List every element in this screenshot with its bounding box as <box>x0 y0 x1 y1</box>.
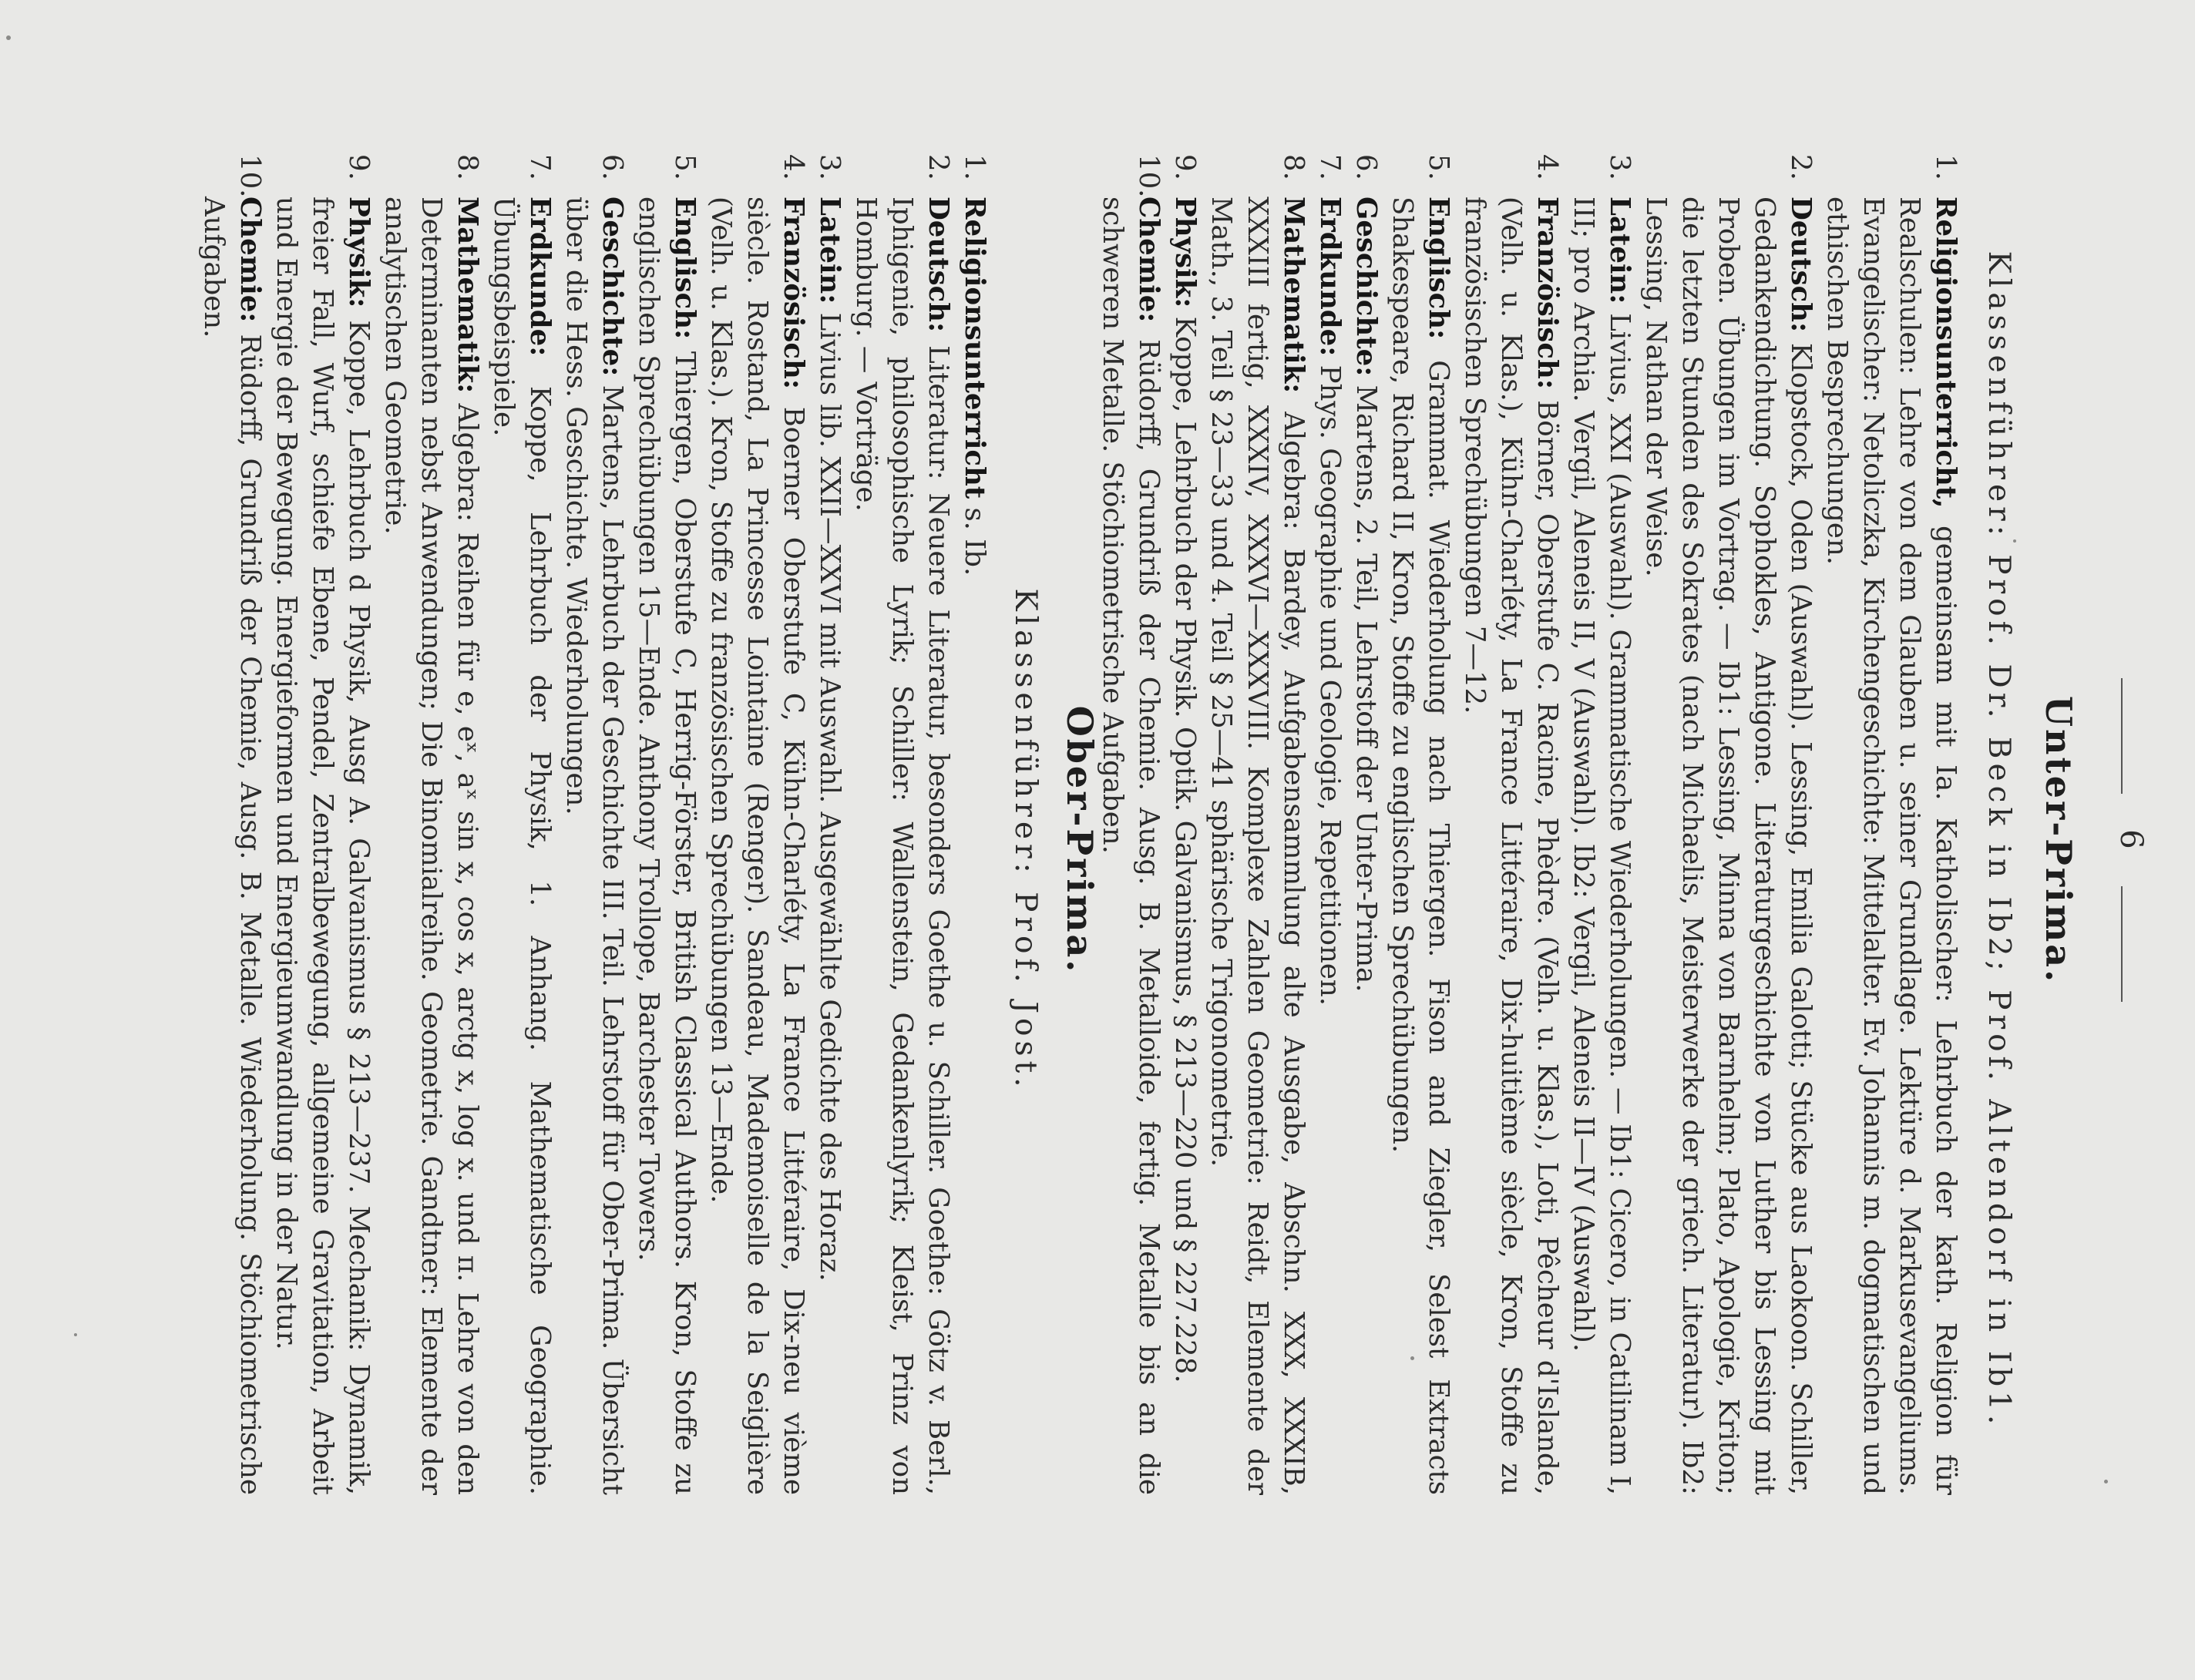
list-item <box>1203 154 1312 1495</box>
subject-name: Mathematik: <box>452 197 483 394</box>
subject-name: Geschichte: <box>597 197 628 377</box>
subject-content: Algebra: Bardey, Aufgabensammlung alte Ausgabe, Abschn. XXX, XXXIB, XXXIII fertig, XXXIV, XXXVI—XXXVIII. Komplexe Zahlen Geometrie: Reidt, Elemente der Math., 3. Teil § 23—33 und 4. Teil § 25—41 sphärische Trigonometrie. <box>1205 197 1309 1495</box>
list-item <box>1638 154 1819 1495</box>
list-item <box>1565 154 1638 1495</box>
subject-name: Physik: <box>1169 197 1201 308</box>
list-item <box>1167 154 1203 1495</box>
item-number: 1. <box>959 154 990 180</box>
subject-list-unter-prima <box>1094 154 1964 1495</box>
subject-name: Religionsunterricht, <box>1930 197 1961 509</box>
subject-name: Chemie: <box>234 197 266 323</box>
item-number: 3. <box>1604 154 1635 180</box>
list-item <box>703 154 812 1495</box>
item-number: 4. <box>778 154 809 180</box>
list-item <box>486 154 558 1495</box>
list-item <box>812 154 848 1495</box>
list-item <box>1312 154 1348 1495</box>
subject-name: Physik: <box>343 197 375 308</box>
subject-content: Koppe, Lehrbuch der Physik. Optik. Galvanismus, § 213—220 und § 227.228. <box>1169 307 1201 1383</box>
subject-content: Börner, Oberstufe C. Racine, Phèdre. (Velh. u. Klas.), Loti, Pêcheur d'Islande, (Velh. u. Klas.), Kühn-Charléty, La France Littéraire, Dix-huitième siècle, Kron, Stoffe zu französischen Sprechübungen 7—12. <box>1459 197 1563 1495</box>
item-number: 8. <box>452 154 483 180</box>
list-item <box>1384 154 1457 1495</box>
subject-content: Martens, 2. Teil, Lehrstoff der Unter-Prima. <box>1350 376 1382 993</box>
subject-content: Klopstock, Oden (Auswahl). Lessing, Emilia Galotti; Stücke aus Laokoon. Schiller, Gedankendichtung. Sophokles, Antigone. Literaturgeschichte von Luther bis Lessing mit Proben. Übungen im Vortrag. — Ib1: Lessing, Minna von Barnhelm; Plato, Apologie, Kriton; die letzten Stunden des Sokrates (nach Michaelis, Meisterwerke der griech. Literatur). Ib2: Lessing, Nathan der Weise. <box>1640 197 1817 1495</box>
subject-name: Erdkunde: <box>524 197 556 357</box>
subject-name: Latein: <box>1604 197 1635 304</box>
list-item <box>377 154 486 1495</box>
subject-content: Koppe, Lehrbuch d Physik, Ausg A. Galvanismus § 213—237. Mechanik: Dynamik, freier Fall, Wurf, schiefe Ebene, Pendel, Zentralbewegung, allgemeine Gravitation, Arbeit und Energie der Bewegung. Energieformen und Energieumwandlung in der Natur. <box>271 197 375 1495</box>
subject-content: s. Ib. <box>959 499 990 576</box>
section-heading-ober-prima: Ober-Prima. <box>1059 705 1101 975</box>
item-number: 7. <box>1314 154 1346 180</box>
item-number: 6. <box>1350 154 1382 180</box>
list-item <box>196 154 268 1495</box>
subject-list-ober-prima <box>196 154 993 1495</box>
subject-name: Englisch: <box>1423 197 1454 340</box>
subject-name: Erdkunde: <box>1314 197 1346 357</box>
subject-content: Koppe, Lehrbuch der Physik, 1. Anhang. Mathematische Geographie. Übungsbeispiele. <box>488 197 556 1495</box>
subject-name: Deutsch: <box>923 197 954 333</box>
subject-name: Geschichte: <box>1350 197 1382 377</box>
item-number: 6. <box>597 154 628 180</box>
page-number: 6 <box>2113 829 2149 851</box>
item-number: 10. <box>1133 154 1165 198</box>
subject-content: Martens, Lehrbuch der Geschichte III. Teil. Lehrstoff für Ober-Prima. Übersicht über die Hess. Geschichte. Wiederholungen. <box>560 197 628 1495</box>
item-number: 2. <box>1785 154 1817 180</box>
item-number: 4. <box>1531 154 1563 180</box>
item-number: 9. <box>1169 154 1201 180</box>
subject-content: Thiergen, Oberstufe C, Herrig-Förster, British Classical Authors. Kron, Stoffe zu englischen Sprechübungen 15—Ende. Anthony Trollope, Barchester Towers. <box>633 197 701 1495</box>
subject-name: Deutsch: <box>1785 197 1817 333</box>
list-item <box>1348 154 1384 1495</box>
item-number: 5. <box>1423 154 1454 180</box>
subject-content: Grammat. Wiederholung nach Thiergen. Fison and Ziegler, Selest Extracts Shakespeare, Richard II, Kron, Stoffe zu englischen Sprechübungen. <box>1387 197 1454 1495</box>
list-item <box>268 154 377 1495</box>
subject-name: Religionsunterricht <box>959 197 990 499</box>
list-item <box>1094 154 1167 1495</box>
subject-content: Rüdorff, Grundriß der Chemie, Ausg. B. Metalle. Wiederholung. Stöchiometrische Aufgaben. <box>198 197 266 1495</box>
subject-content: Boerner Oberstufe C, Kühn-Charléty, La France Littéraire, Dix-neu vième siècle. Rostand, La Princesse Lointaine (Renger). Sandeau, Mademoiselle de la Seiglière (Velh. u. Klas.). Kron, Stoffe zu französischen Sprechübungen 13—Ende. <box>705 197 809 1495</box>
item-number: 10. <box>234 154 266 198</box>
item-number: 8. <box>1278 154 1309 180</box>
subject-name: Latein: <box>814 197 845 304</box>
item-number: 1. <box>1930 154 1961 180</box>
subject-name: Französisch: <box>1531 197 1563 389</box>
section-heading-unter-prima: Unter-Prima. <box>2038 695 2079 985</box>
item-number: 5. <box>669 154 701 180</box>
subject-content: Algebra: Reihen für e, eˣ, aˣ sin x, cos x, arctg x, log x. und π. Lehre von den Determinanten nebst Anwendungen; Die Binomialreihe. Geometrie. Gandtner: Elemente der analytischen Geometrie. <box>379 197 483 1495</box>
subject-name: Chemie: <box>1133 197 1165 323</box>
subject-name: Französisch: <box>778 197 809 389</box>
header-rule-right <box>2121 886 2123 1002</box>
class-leader-unter-prima: Klassenführer: Prof. Dr. Beck in Ib2; Prof. Altendorf in Ib1. <box>1982 250 2016 1430</box>
subject-name: Mathematik: <box>1278 197 1309 394</box>
item-number: 9. <box>343 154 375 180</box>
item-number: 3. <box>814 154 845 180</box>
subject-content: Livius, XXI (Auswahl). Grammatische Wiederholungen. — Ib1: Cicero, in Catilinam I, III; pro Archia. Vergil, Aleneis II, V (Auswahl). Ib2: Vergil, Aleneis II—IV (Auswahl). <box>1568 197 1635 1495</box>
subject-name: Englisch: <box>669 197 701 340</box>
item-number: 2. <box>923 154 954 180</box>
subject-content: Literatur: Neuere Literatur, besonders Goethe u. Schiller. Goethe: Götz v. Berl., Iphigenie, philosophische Lyrik; Schiller: Wallenstein, Gedankenlyrik; Kleist, Prinz von Homburg. — Vorträge. <box>850 197 954 1495</box>
item-number: 7. <box>524 154 556 180</box>
subject-content: Phys. Geographie und Geologie, Repetitionen. <box>1314 356 1346 1006</box>
list-item <box>558 154 630 1495</box>
class-leader-ober-prima: Klassenführer: Prof. Jost. <box>1008 588 1043 1092</box>
list-item <box>1819 154 1964 1495</box>
subject-content: Rüdorff, Grundriß der Chemie. Ausg. B. Metalloide, fertig. Metalle bis an die schweren Metalle. Stöchiometrische Aufgaben. <box>1097 197 1165 1495</box>
subject-content: gemeinsam mit Ia. Katholischer: Lehrbuch der kath. Religion für Realschulen: Lehre von dem Glauben u. seiner Grundlage. Lektüre d. Markusevangeliums. Evangelischer: Netoliczka, Kirchengeschichte: Mittelalter. Ev. Johannis m. dogmatischen und ethischen Besprechungen. <box>1821 197 1961 1495</box>
subject-content: Livius lib. XXII—XXVI mit Auswahl. Ausgewählte Gedichte des Horaz. <box>814 304 845 1282</box>
list-item <box>848 154 956 1495</box>
list-item <box>1457 154 1565 1495</box>
list-item <box>630 154 703 1495</box>
list-item <box>956 154 993 1495</box>
